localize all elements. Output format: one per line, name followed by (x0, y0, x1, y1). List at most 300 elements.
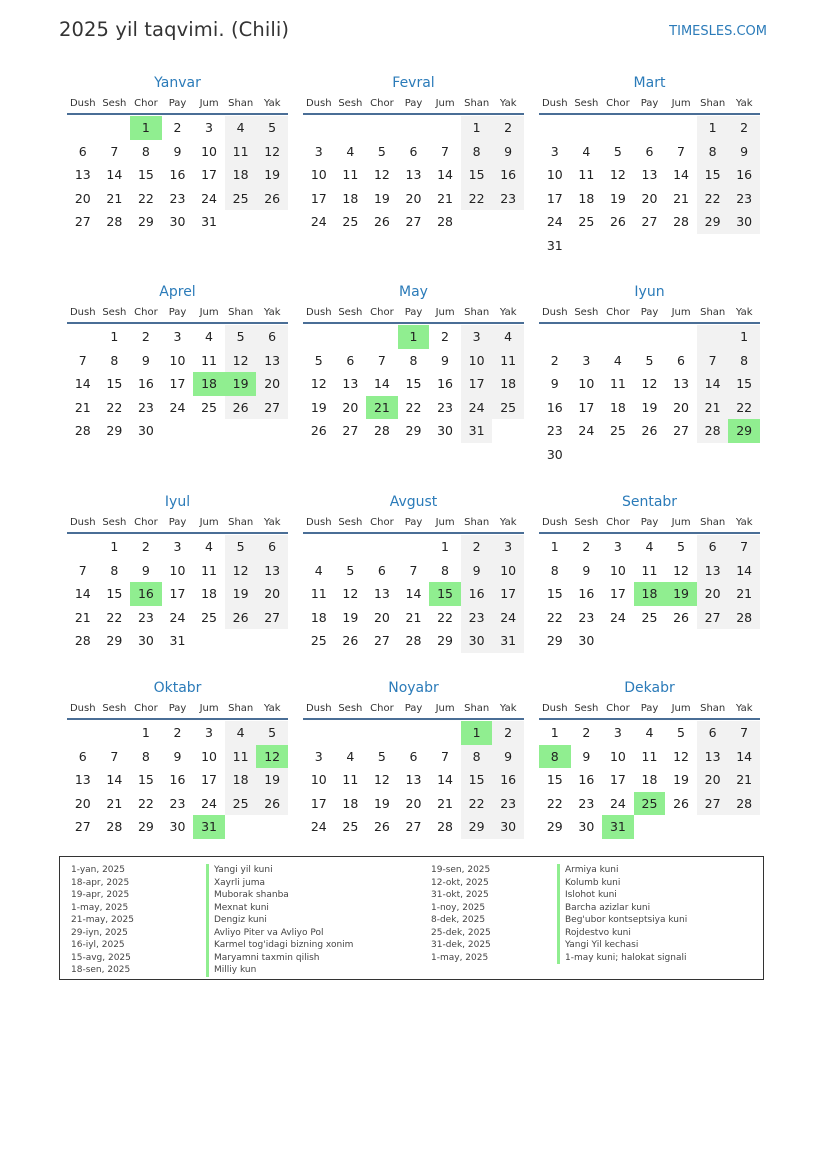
day-cell: 31 (201, 214, 217, 229)
weekday-label: Dush (69, 307, 96, 318)
weekday-label: Pay (168, 517, 187, 528)
day-grid (303, 325, 524, 443)
weekday-label: Dush (541, 307, 568, 318)
day-cell: 4 (645, 725, 654, 740)
day-cell: 11 (310, 586, 327, 601)
month-name: Iyun (634, 284, 665, 300)
day-cell: 10 (201, 748, 217, 764)
holiday-day-cell: 1 (130, 116, 162, 140)
day-cell: 6 (409, 143, 418, 159)
empty-cell (398, 535, 430, 559)
legend-holiday-name: Milliy kun (206, 964, 353, 977)
month-name: Yanvar (154, 75, 201, 91)
day-cell: 17 (201, 167, 217, 182)
weekday-label: Jum (671, 98, 691, 109)
day-cell: 29 (137, 214, 154, 229)
empty-cell (492, 419, 524, 443)
day-cell: 1 (110, 329, 119, 344)
day-cell: 14 (437, 772, 453, 787)
weekday-label: Chor (606, 703, 630, 714)
empty-cell (366, 325, 398, 349)
day-cell: 7 (441, 143, 449, 159)
day-cell: 9 (173, 143, 182, 159)
day-cell: 16 (492, 768, 524, 792)
day-cell: 10 (609, 562, 626, 578)
day-cell: 3 (550, 143, 559, 159)
empty-cell (99, 116, 131, 140)
day-cell: 11 (609, 376, 626, 391)
day-cell: 5 (377, 143, 386, 159)
legend-holiday-name: Dengiz kuni (206, 914, 353, 927)
day-cell: 16 (492, 163, 524, 187)
day-cell: 20 (256, 372, 288, 396)
legend-date: 15-avg, 2025 (71, 952, 131, 963)
day-cell: 17 (310, 190, 327, 206)
day-cell: 11 (641, 562, 658, 578)
holiday-day-cell: 31 (602, 815, 634, 839)
weekday-label: Chor (134, 517, 158, 528)
day-cell: 3 (205, 725, 213, 740)
day-cell: 22 (461, 187, 493, 211)
month-name: Fevral (392, 75, 435, 91)
day-cell: 3 (492, 535, 524, 559)
day-cell: 2 (141, 329, 150, 344)
day-cell: 5 (256, 116, 288, 140)
day-cell: 2 (461, 535, 493, 559)
day-cell: 20 (405, 795, 422, 811)
empty-cell (665, 234, 697, 258)
empty-cell (634, 629, 666, 653)
weekday-label: Chor (606, 98, 630, 109)
day-cell: 23 (578, 609, 595, 625)
weekday-label: Dush (69, 517, 96, 528)
day-cell: 14 (728, 745, 760, 769)
empty-cell (728, 815, 760, 839)
weekday-label: Sesh (574, 98, 599, 109)
day-cell: 2 (492, 116, 524, 140)
weekday-header (303, 513, 524, 534)
day-cell: 7 (377, 352, 386, 368)
legend-date: 31-okt, 2025 (431, 890, 489, 900)
day-cell: 24 (609, 795, 626, 811)
weekday-label: Sesh (338, 98, 363, 109)
day-cell: 19 (256, 768, 288, 792)
weekday-label: Pay (168, 307, 187, 318)
weekday-label: Yak (499, 307, 517, 318)
day-cell: 24 (201, 795, 217, 811)
day-cell: 11 (201, 352, 217, 368)
day-cell: 13 (342, 376, 359, 391)
holiday-legend (59, 856, 764, 980)
holiday-day-cell: 19 (225, 372, 257, 396)
day-cell: 3 (173, 329, 182, 344)
empty-cell (665, 443, 697, 467)
day-cell: 25 (342, 214, 359, 229)
day-cell: 15 (697, 163, 729, 187)
day-cell: 5 (677, 725, 685, 740)
day-cell: 30 (437, 423, 453, 438)
day-cell: 17 (461, 372, 493, 396)
day-cell: 14 (106, 167, 123, 182)
empty-cell (634, 325, 666, 349)
day-cell: 22 (728, 396, 760, 420)
empty-cell (429, 116, 461, 140)
month-name: Noyabr (388, 680, 439, 696)
day-cell: 16 (137, 376, 154, 391)
day-cell: 5 (645, 352, 654, 368)
day-cell: 20 (641, 190, 658, 206)
month-iyun (539, 281, 760, 466)
empty-cell (162, 419, 194, 443)
month-oktabr (67, 677, 288, 839)
legend-date: 18-sen, 2025 (71, 965, 131, 975)
empty-cell (303, 116, 335, 140)
weekday-label: Shan (464, 307, 490, 318)
day-cell: 8 (409, 352, 418, 368)
day-cell: 13 (74, 167, 91, 182)
weekday-label: Yak (735, 703, 753, 714)
day-cell: 19 (609, 190, 626, 206)
day-cell: 22 (405, 399, 422, 415)
weekday-label: Yak (263, 307, 281, 318)
day-cell: 27 (697, 792, 729, 816)
weekday-label: Yak (735, 98, 753, 109)
weekday-label: Sesh (338, 703, 363, 714)
day-cell: 16 (728, 163, 760, 187)
empty-cell (665, 815, 697, 839)
weekday-label: Pay (168, 98, 187, 109)
empty-cell (728, 234, 760, 258)
empty-cell (67, 116, 99, 140)
day-cell: 17 (169, 376, 186, 391)
day-cell: 9 (582, 748, 591, 764)
day-cell: 3 (205, 120, 213, 135)
day-cell: 3 (461, 325, 493, 349)
day-cell: 29 (106, 633, 123, 648)
day-cell: 10 (201, 143, 217, 159)
day-grid (303, 721, 524, 839)
day-cell: 26 (641, 423, 658, 438)
day-cell: 26 (256, 792, 288, 816)
legend-holiday-name: Islohot kuni (557, 889, 687, 902)
legend-date: 21-may, 2025 (71, 915, 134, 925)
empty-cell (571, 116, 603, 140)
day-cell: 7 (409, 562, 418, 578)
month-iyul (67, 491, 288, 653)
weekday-label: Dush (541, 98, 568, 109)
legend-holiday-name: Armiya kuni (557, 864, 687, 877)
day-cell: 15 (461, 768, 493, 792)
day-cell: 22 (106, 399, 123, 415)
day-cell: 7 (697, 349, 729, 373)
month-yanvar (67, 72, 288, 234)
weekday-label: Shan (464, 98, 490, 109)
legend-date: 31-dek, 2025 (431, 940, 491, 950)
empty-cell (602, 325, 634, 349)
day-cell: 8 (441, 562, 449, 578)
weekday-label: Shan (700, 703, 726, 714)
day-cell: 28 (373, 423, 390, 438)
day-cell: 4 (582, 143, 591, 159)
day-cell: 18 (342, 190, 359, 206)
day-cell: 27 (697, 606, 729, 630)
legend-holiday-name: 1-may kuni; halokat signali (557, 952, 687, 965)
weekday-label: Yak (735, 517, 753, 528)
day-cell: 1 (141, 725, 150, 740)
day-cell: 6 (377, 562, 386, 578)
empty-cell (461, 210, 493, 234)
day-cell: 8 (110, 562, 119, 578)
empty-cell (303, 721, 335, 745)
legend-date: 1-may, 2025 (431, 952, 489, 963)
day-cell: 7 (110, 748, 119, 764)
weekday-label: Jum (199, 307, 219, 318)
day-cell: 7 (441, 748, 449, 764)
day-cell: 19 (310, 399, 327, 415)
day-grid (67, 325, 288, 443)
page-title: 2025 yil taqvimi. (Chili) (59, 18, 290, 41)
day-cell: 30 (492, 815, 524, 839)
month-name: Aprel (159, 284, 196, 300)
empty-cell (193, 629, 225, 653)
weekday-label: Dush (541, 517, 568, 528)
day-cell: 28 (437, 214, 453, 229)
day-cell: 13 (405, 167, 422, 182)
empty-cell (366, 721, 398, 745)
empty-cell (225, 210, 257, 234)
day-cell: 1 (550, 539, 559, 554)
weekday-label: Yak (499, 703, 517, 714)
day-cell: 24 (546, 214, 563, 229)
holiday-day-cell: 29 (728, 419, 760, 443)
day-cell: 27 (673, 423, 689, 438)
day-cell: 9 (461, 559, 493, 583)
empty-cell (303, 535, 335, 559)
legend-date: 19-apr, 2025 (71, 890, 130, 900)
day-cell: 24 (578, 423, 595, 438)
day-cell: 10 (492, 559, 524, 583)
empty-cell (429, 721, 461, 745)
day-grid (67, 721, 288, 839)
weekday-header (303, 94, 524, 115)
weekday-label: Pay (404, 98, 423, 109)
day-cell: 22 (461, 792, 493, 816)
day-cell: 14 (373, 376, 390, 391)
day-cell: 15 (728, 372, 760, 396)
weekday-label: Shan (700, 517, 726, 528)
month-name: Iyul (164, 494, 191, 510)
day-cell: 22 (546, 609, 563, 625)
empty-cell (697, 815, 729, 839)
day-cell: 27 (373, 633, 390, 648)
empty-cell (634, 234, 666, 258)
weekday-label: Jum (199, 703, 219, 714)
month-name: May (399, 284, 428, 300)
day-cell: 1 (110, 539, 119, 554)
day-cell: 27 (405, 819, 422, 834)
empty-cell (256, 629, 288, 653)
day-cell: 11 (225, 745, 257, 769)
day-cell: 17 (310, 795, 327, 811)
legend-names-right (557, 864, 687, 964)
legend-holiday-name: Kolumb kuni (557, 877, 687, 890)
empty-cell (99, 721, 131, 745)
day-cell: 24 (461, 396, 493, 420)
day-cell: 3 (613, 725, 622, 740)
empty-cell (256, 815, 288, 839)
day-cell: 11 (201, 562, 217, 578)
weekday-label: Chor (370, 517, 394, 528)
day-cell: 26 (310, 423, 327, 438)
day-cell: 2 (728, 116, 760, 140)
day-cell: 16 (169, 772, 186, 787)
day-cell: 5 (225, 325, 257, 349)
day-cell: 6 (78, 143, 87, 159)
day-cell: 9 (441, 352, 449, 368)
day-cell: 10 (310, 167, 327, 182)
day-cell: 16 (169, 167, 186, 182)
weekday-label: Jum (671, 703, 691, 714)
day-cell: 15 (106, 376, 123, 391)
day-cell: 11 (342, 167, 359, 182)
weekday-label: Dush (69, 98, 96, 109)
day-cell: 16 (461, 582, 493, 606)
day-cell: 10 (546, 167, 563, 182)
day-cell: 30 (546, 446, 563, 462)
day-cell: 31 (546, 237, 563, 253)
legend-date: 25-dek, 2025 (431, 927, 491, 938)
day-cell: 10 (169, 352, 186, 368)
day-cell: 22 (137, 190, 154, 206)
weekday-label: Shan (228, 307, 254, 318)
day-cell: 7 (728, 535, 760, 559)
empty-cell (256, 419, 288, 443)
day-cell: 2 (550, 352, 559, 368)
day-cell: 25 (578, 214, 595, 229)
empty-cell (697, 443, 729, 467)
day-cell: 30 (137, 423, 154, 438)
empty-cell (728, 629, 760, 653)
day-cell: 12 (225, 349, 257, 373)
day-cell: 18 (225, 768, 257, 792)
day-cell: 26 (373, 819, 390, 834)
day-cell: 18 (578, 190, 595, 206)
empty-cell (492, 210, 524, 234)
day-cell: 6 (78, 748, 87, 764)
empty-cell (728, 443, 760, 467)
day-cell: 28 (74, 423, 91, 438)
weekday-label: Yak (263, 517, 281, 528)
weekday-label: Yak (499, 517, 517, 528)
weekday-header (67, 94, 288, 115)
day-cell: 1 (728, 325, 760, 349)
day-cell: 14 (437, 167, 453, 182)
day-cell: 2 (173, 120, 182, 135)
legend-holiday-name: Karmel tog'idagi bizning xonim (206, 939, 353, 952)
day-cell: 27 (256, 606, 288, 630)
weekday-label: Chor (606, 517, 630, 528)
weekday-label: Chor (606, 307, 630, 318)
day-cell: 22 (106, 609, 123, 625)
day-cell: 19 (342, 609, 359, 625)
weekday-label: Jum (671, 307, 691, 318)
empty-cell (256, 210, 288, 234)
day-cell: 1 (550, 725, 559, 740)
day-cell: 30 (137, 633, 154, 648)
day-cell: 21 (437, 190, 453, 206)
day-grid (539, 721, 760, 839)
month-aprel (67, 281, 288, 443)
day-cell: 15 (137, 772, 154, 787)
empty-cell (67, 535, 99, 559)
month-name: Dekabr (624, 680, 675, 696)
empty-cell (539, 325, 571, 349)
empty-cell (335, 116, 367, 140)
weekday-label: Shan (228, 98, 254, 109)
day-cell: 5 (377, 748, 386, 764)
day-cell: 5 (256, 721, 288, 745)
day-cell: 23 (546, 423, 563, 438)
empty-cell (225, 629, 257, 653)
day-cell: 21 (728, 768, 760, 792)
weekday-label: Dush (305, 517, 332, 528)
weekday-label: Pay (404, 517, 423, 528)
day-cell: 28 (405, 633, 422, 648)
day-cell: 9 (141, 562, 150, 578)
day-cell: 20 (74, 190, 91, 206)
day-cell: 12 (256, 140, 288, 164)
legend-date: 29-iyn, 2025 (71, 927, 128, 938)
empty-cell (697, 234, 729, 258)
day-cell: 13 (74, 772, 91, 787)
day-cell: 10 (310, 772, 327, 787)
day-cell: 16 (437, 376, 453, 391)
month-dekabr (539, 677, 760, 839)
weekday-label: Pay (640, 307, 659, 318)
day-cell: 8 (141, 748, 150, 764)
day-cell: 21 (437, 795, 453, 811)
empty-cell (665, 629, 697, 653)
weekday-label: Sesh (574, 307, 599, 318)
weekday-label: Sesh (574, 517, 599, 528)
day-cell: 22 (437, 609, 453, 625)
legend-dates-left (71, 864, 134, 977)
day-cell: 9 (492, 745, 524, 769)
site-brand-link[interactable]: TIMESLES.COM (669, 24, 767, 39)
day-cell: 30 (169, 819, 186, 834)
holiday-day-cell: 18 (634, 582, 666, 606)
day-cell: 13 (641, 167, 658, 182)
month-name: Sentabr (621, 494, 678, 510)
weekday-label: Shan (700, 307, 726, 318)
day-cell: 25 (492, 396, 524, 420)
holiday-day-cell: 16 (130, 582, 162, 606)
day-cell: 18 (225, 163, 257, 187)
day-cell: 28 (673, 214, 689, 229)
day-cell: 28 (728, 792, 760, 816)
weekday-label: Yak (263, 98, 281, 109)
day-cell: 25 (225, 792, 257, 816)
weekday-label: Pay (404, 307, 423, 318)
day-cell: 13 (697, 559, 729, 583)
holiday-day-cell: 18 (193, 372, 225, 396)
empty-cell (335, 535, 367, 559)
day-cell: 6 (645, 143, 654, 159)
day-cell: 20 (697, 768, 729, 792)
day-cell: 18 (641, 772, 658, 787)
day-cell: 28 (106, 214, 123, 229)
day-cell: 22 (697, 187, 729, 211)
